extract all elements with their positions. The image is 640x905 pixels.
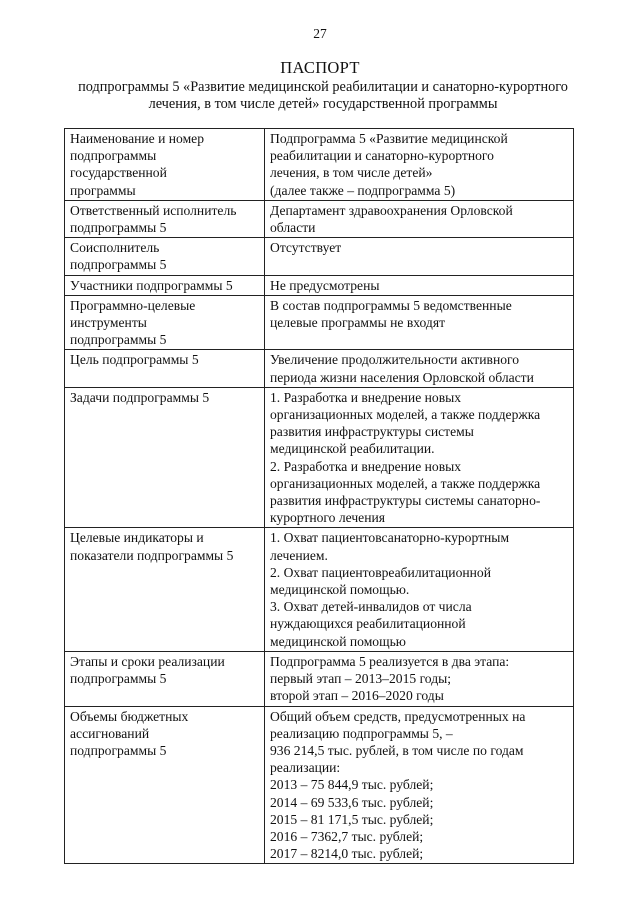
row-value-cell [265,387,574,528]
row-value-line: 2. Охват пациентовреабилитационной [270,564,491,580]
row-value-line: 2014 – 69 533,6 тыс. рублей; [270,794,434,810]
row-value-line: Не предусмотрены [270,277,380,293]
row-label-line: подпрограммы 5 [70,257,167,273]
row-value-line: реализации: [270,760,341,776]
row-label-cell [65,129,265,201]
passport-table-body [65,129,574,864]
subtitle-line: подпрограммы 5 «Развитие медицинской реабилитации и санаторно-курортного [78,79,568,95]
row-label-cell [65,651,265,706]
row-value-line: 2016 – 7362,7 тыс. рублей; [270,828,424,844]
row-value-line: первый этап – 2013–2015 годы; [270,671,452,687]
row-value-cell [265,200,574,237]
row-value-line: 1. Охват пациентовсанаторно-курортным [270,530,510,546]
row-value-line: В состав подпрограммы 5 ведомственные [270,297,512,313]
row-value-line: 2017 – 8214,0 тыс. рублей; [270,846,424,862]
row-value-line: 2015 – 81 171,5 тыс. рублей; [270,811,434,827]
row-value-cell [265,129,574,201]
row-label-line: инструменты [70,315,147,331]
row-value-line: реабилитации и санаторно-курортного [270,148,494,164]
row-label-line: подпрограммы 5 [70,332,167,348]
row-value-line: области [270,220,316,236]
row-value-line: 2013 – 75 844,9 тыс. рублей; [270,777,434,793]
passport-table [64,128,574,864]
table-row [65,528,574,651]
row-value-line: реализацию подпрограммы 5, – [270,725,453,741]
table-row [65,706,574,864]
row-value-line: организационных моделей, а также поддержка [270,407,541,423]
row-label-line: показатели подпрограммы 5 [70,547,234,563]
table-row [65,387,574,528]
row-value-line: курортного лечения [270,510,386,526]
row-value-line: Увеличение продолжительности активного [270,352,520,368]
row-label-line: ассигнований [70,725,150,741]
row-label-line: Программно-целевые [70,297,196,313]
row-value-line: Подпрограмма 5 «Развитие медицинской [270,131,508,146]
row-label-line: подпрограммы 5 [70,220,167,236]
row-label-line: программы [70,182,136,198]
table-row [65,651,574,706]
row-value-cell [265,275,574,295]
row-value-line: Департамент здравоохранения Орловской [270,202,513,218]
row-label-line: Объемы бюджетных [70,708,189,724]
row-label-line: подпрограммы [70,148,157,164]
row-label-cell [65,200,265,237]
row-label-line: Наименование и номер [70,131,205,146]
row-value-line: Отсутствует [270,240,342,256]
table-row [65,295,574,350]
row-value-line: (далее также – подпрограмма 5) [270,182,456,198]
table-row [65,275,574,295]
row-label-line: Целевые индикаторы и [70,530,204,546]
row-value-cell [265,350,574,387]
row-value-line: организационных моделей, а также поддержка [270,475,541,491]
row-label-line: Соисполнитель [70,240,160,256]
row-value-line: Общий объем средств, предусмотренных на [270,708,526,724]
row-label-cell [65,238,265,275]
row-value-line: медицинской помощью. [270,582,410,598]
row-value-line: лечением. [270,547,328,563]
row-value-line: медицинской помощью [270,633,406,649]
table-row [65,200,574,237]
row-value-line: второй этап – 2016–2020 годы [270,688,444,704]
row-value-cell [265,295,574,350]
row-label-line: государственной [70,165,167,181]
table-row [65,129,574,201]
row-value-line: 1. Разработка и внедрение новых [270,389,462,405]
row-label-line: Этапы и сроки реализации [70,653,225,669]
row-label-line: Задачи подпрограммы 5 [70,389,210,405]
row-label-line: подпрограммы 5 [70,742,167,758]
row-value-line: 2. Разработка и внедрение новых [270,458,462,474]
row-label-line: Цель подпрограммы 5 [70,352,199,368]
row-label-line: подпрограммы 5 [70,671,167,687]
row-label-cell [65,295,265,350]
subtitle-line: лечения, в том числе детей» государственной программы [148,96,498,112]
page-number: 27 [313,26,327,41]
row-value-line: периода жизни населения Орловской области [270,369,534,385]
row-value-cell [265,238,574,275]
row-value-line: нуждающихся реабилитационной [270,616,466,632]
row-label-cell [65,528,265,651]
table-row [65,350,574,387]
document-title: ПАСПОРТ [280,58,360,77]
row-label-cell [65,350,265,387]
row-value-cell [265,651,574,706]
row-value-line: целевые программы не входят [270,315,446,331]
row-value-cell [265,706,574,864]
row-label-line: Ответственный исполнитель [70,202,237,218]
table-row [65,238,574,275]
row-label-cell [65,706,265,864]
row-label-line: Участники подпрограммы 5 [70,277,233,293]
row-label-cell [65,275,265,295]
row-value-line: лечения, в том числе детей» [270,165,433,181]
row-value-line: развития инфраструктуры системы [270,424,474,440]
row-value-line: Подпрограмма 5 реализуется в два этапа: [270,653,510,669]
row-value-line: развития инфраструктуры системы санаторно- [270,493,541,509]
document-subtitle [60,79,586,113]
row-value-cell [265,528,574,651]
row-value-line: 3. Охват детей-инвалидов от числа [270,599,472,615]
row-value-line: медицинской реабилитации. [270,441,435,457]
row-label-cell [65,387,265,528]
row-value-line: 936 214,5 тыс. рублей, в том числе по годам [270,742,524,758]
